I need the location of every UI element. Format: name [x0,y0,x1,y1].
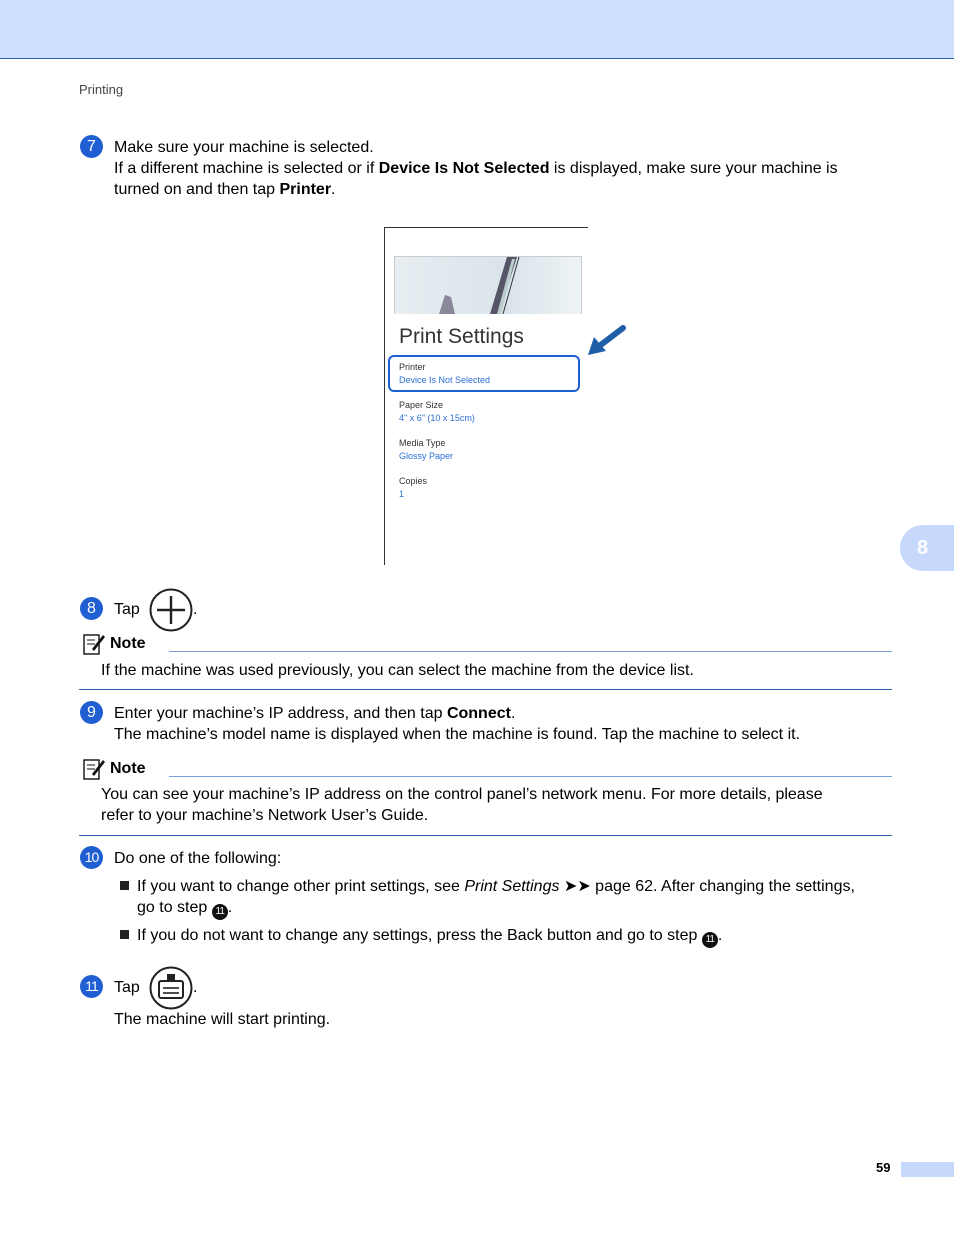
pointer-arrow-icon [586,325,626,357]
paper-size-label: Paper Size [399,400,444,410]
step-10-intro: Do one of the following: [114,850,282,867]
print-settings-screenshot [384,227,588,565]
step-8-tap-label: Tap [114,601,140,618]
chapter-tab: 8 [900,525,954,571]
step-9-line2: The machine’s model name is displayed when the machine is found. Tap the machine to select it. [114,726,801,743]
step-7-number: 7 [80,135,103,158]
print-icon[interactable] [149,966,193,1010]
note-2-header [82,757,146,781]
note-1-bottom-rule [79,689,892,690]
step-8-number: 8 [80,597,103,620]
note-1-title: Note [110,635,146,652]
step-7-line1: Make sure your machine is selected. [114,139,374,156]
step-8-period: . [193,601,198,618]
note-2-rule [169,776,892,777]
section-label: Printing [79,82,124,97]
step-9-number: 9 [80,701,103,724]
page-number: 59 [876,1160,891,1175]
print-settings-link[interactable]: Print Settings [464,878,560,895]
step-10-bullet-1-cont: go to step 11 . [137,897,232,920]
note-2-line2: refer to your machine’s Network User’s Guide. [101,807,429,824]
printer-value[interactable]: Device Is Not Selected [399,375,491,385]
note-2-title: Note [110,760,146,777]
note-pencil-icon [82,632,106,656]
copies-label: Copies [399,476,428,486]
copies-value[interactable]: 1 [399,489,405,499]
step-10-number: 10 [80,846,103,869]
bullet-square-icon [120,930,129,939]
print-settings-title: Print Settings [399,325,524,348]
step-11-number: 11 [80,975,103,998]
note-2-bottom-rule [79,835,892,836]
step-9-line1: Enter your machine’s IP address, and then tap Connect. [114,705,516,722]
add-icon[interactable] [149,588,193,632]
step-7-line3: turned on and then tap Printer. [114,181,336,198]
note-1-header [82,632,146,656]
page-number-bar [901,1162,954,1177]
media-type-label: Media Type [399,438,446,448]
photo-thumbnail [394,256,582,314]
note-2-line1: You can see your machine’s IP address on the control panel’s network menu. For more details, please [101,786,823,803]
step-10-bullet-1: If you want to change other print settings, see Print Settings ➤➤ page 62. After changing the settings, [120,876,855,897]
paper-size-value[interactable]: 4" x 6" (10 x 15cm) [399,413,475,423]
step-11-period: . [193,979,198,996]
printer-selection-box[interactable] [388,355,580,392]
top-band [0,0,954,59]
step-11-ref-icon: 11 [212,904,228,920]
step-7-line2: If a different machine is selected or if Device Is Not Selected is displayed, make sure your machine is [114,160,838,177]
note-1-rule [169,651,892,652]
step-11-ref-icon: 11 [702,932,718,948]
note-1-text: If the machine was used previously, you can select the machine from the device list. [101,662,694,679]
note-pencil-icon [82,757,106,781]
step-10-bullet-2: If you do not want to change any settings, press the Back button and go to step 11 . [120,925,722,948]
step-11-tap-label: Tap [114,979,140,996]
printer-label: Printer [399,362,426,372]
media-type-value[interactable]: Glossy Paper [399,451,454,461]
step-11-line2: The machine will start printing. [114,1011,331,1028]
bullet-square-icon [120,881,129,890]
